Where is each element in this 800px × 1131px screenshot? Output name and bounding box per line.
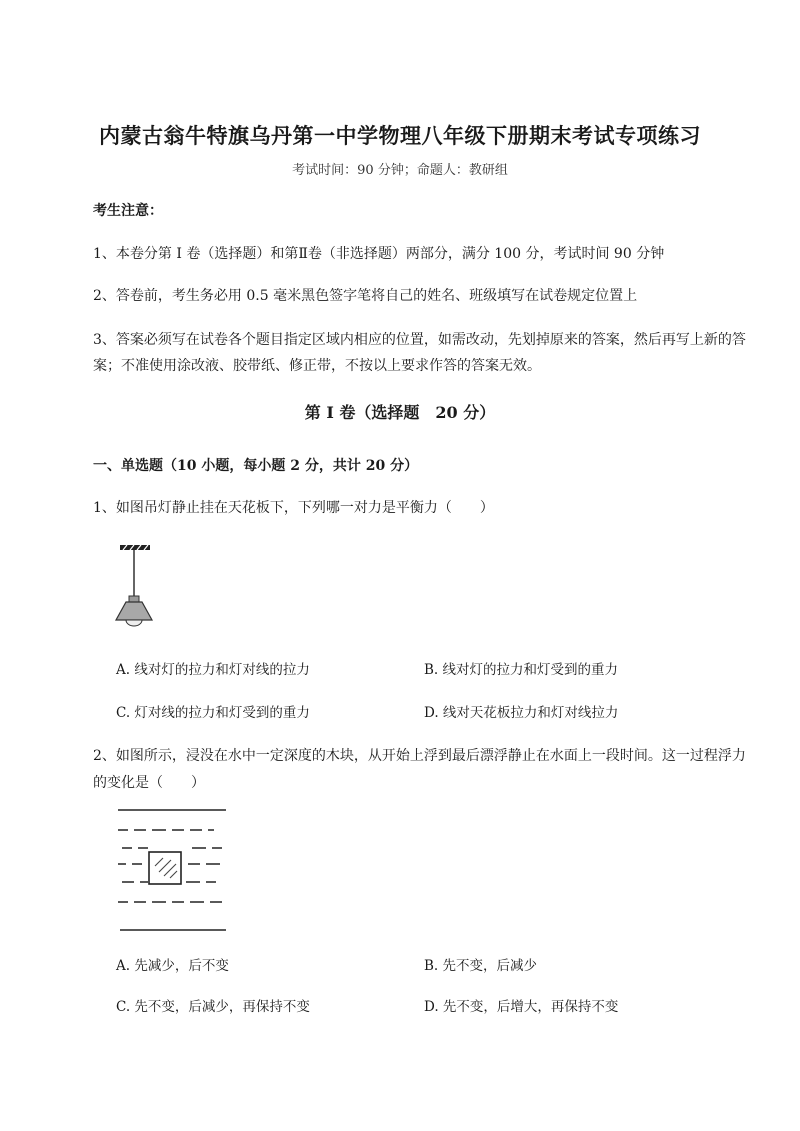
page-subtitle: 考试时间：90 分钟；命题人：教研组 xyxy=(292,163,508,178)
question-2-option-b[interactable]: B. 先不变，后减少 xyxy=(424,958,538,974)
question-1-option-c[interactable]: C. 灯对线的拉力和灯受到的重力 xyxy=(116,705,310,721)
question-1-option-d[interactable]: D. 线对天花板拉力和灯对线拉力 xyxy=(424,705,619,721)
question-2-text: 2、如图所示，浸没在水中一定深度的木块，从开始上浮到最后漂浮静止在水面上一段时间。这一过程浮力的变化是（ ） xyxy=(93,748,746,791)
notice-heading: 考生注意： xyxy=(93,203,163,219)
question-2-option-c[interactable]: C. 先不变，后减少，再保持不变 xyxy=(116,999,310,1015)
notice-item-2: 2、答卷前，考生务必用 0.5 毫米黑色签字笔将自己的姓名、班级填写在试卷规定位置上 xyxy=(93,288,638,304)
page-title: 内蒙古翁牛特旗乌丹第一中学物理八年级下册期末考试专项练习 xyxy=(99,123,701,148)
notice-item-1: 1、本卷分第 I 卷（选择题）和第Ⅱ卷（非选择题）两部分，满分 100 分，考试时间 90 分钟 xyxy=(93,246,665,262)
question-2-option-d[interactable]: D. 先不变，后增大，再保持不变 xyxy=(424,999,619,1015)
hanging-lamp-figure xyxy=(110,540,170,632)
question-1-option-b[interactable]: B. 线对灯的拉力和灯受到的重力 xyxy=(424,662,619,678)
floating-block-figure xyxy=(112,804,232,938)
section-title: 第 I 卷（选择题 20 分） xyxy=(304,403,496,422)
question-1-option-a[interactable]: A. 线对灯的拉力和灯对线的拉力 xyxy=(116,662,310,678)
question-1-text: 1、如图吊灯静止挂在天花板下，下列哪一对力是平衡力（ ） xyxy=(93,500,494,516)
notice-item-3: 3、答案必须写在试卷各个题目指定区域内相应的位置，如需改动，先划掉原来的答案，然后再写上新的答案；不准使用涂改液、胶带纸、修正带，不按以上要求作答的答案无效。 xyxy=(93,332,746,374)
part-heading: 一、单选题（10 小题，每小题 2 分，共计 20 分） xyxy=(93,458,419,474)
question-2-option-a[interactable]: A. 先减少，后不变 xyxy=(116,958,229,974)
